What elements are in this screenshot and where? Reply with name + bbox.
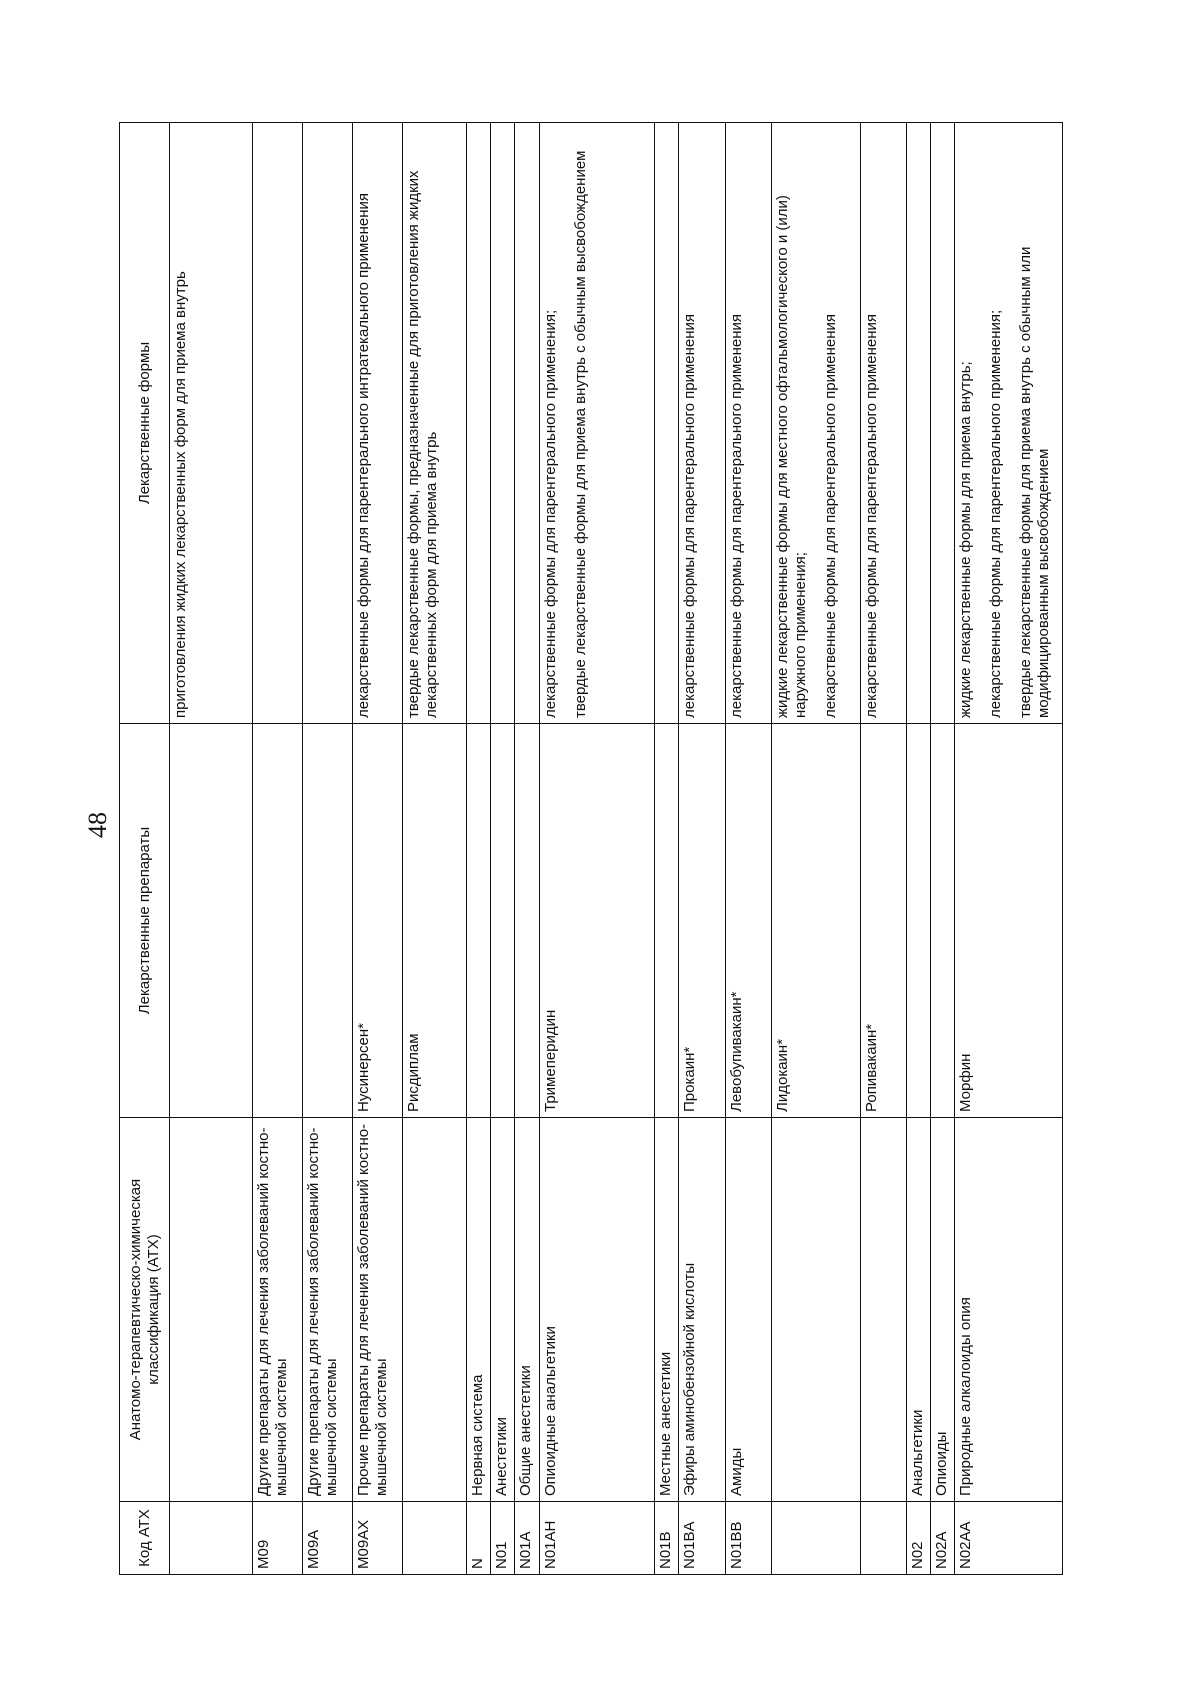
atc-cell: Нервная система <box>466 1118 490 1502</box>
atc-cell: Эфиры аминобензойной кислоты <box>678 1118 726 1502</box>
atc-cell <box>402 1118 466 1502</box>
atc-cell: Местные анестетики <box>654 1118 678 1502</box>
atc-cell: Анестетики <box>490 1118 514 1502</box>
form-text: твердые лекарственные формы для приема внутрь с обычным или модифицированным высвобождением <box>1016 246 1052 718</box>
drug-cell: Рисдиплам <box>402 724 466 1118</box>
forms-cell <box>931 123 955 724</box>
forms-cell <box>352 123 402 724</box>
code-cell: N <box>466 1502 490 1575</box>
drug-cell: Прокаин* <box>678 724 726 1118</box>
forms-cell <box>954 123 1062 724</box>
drug-cell <box>170 724 253 1118</box>
code-cell: N01AH <box>539 1502 654 1575</box>
forms-cell <box>907 123 931 724</box>
header-code: Код АТХ <box>120 1502 170 1575</box>
forms-cell <box>170 123 253 724</box>
atc-cell: Прочие препараты для лечения заболеваний костно-мышечной системы <box>352 1118 402 1502</box>
table-row <box>402 123 466 1575</box>
code-cell: N01BB <box>726 1502 772 1575</box>
atc-cell: Природные алкалоиды опия <box>954 1118 1062 1502</box>
forms-cell <box>726 123 772 724</box>
table-row <box>861 123 907 1575</box>
drug-cell <box>302 724 352 1118</box>
atc-cell: Другие препараты для лечения заболеваний костно-мышечной системы <box>253 1118 303 1502</box>
form-text: лекарственные формы для парентерального применения <box>822 313 840 718</box>
forms-cell <box>654 123 678 724</box>
drug-cell <box>253 724 303 1118</box>
table-row <box>654 123 678 1575</box>
forms-cell <box>772 123 861 724</box>
rotated-page <box>119 123 1063 1575</box>
code-cell: N01A <box>514 1502 539 1575</box>
table-row <box>539 123 654 1575</box>
forms-cell <box>402 123 466 724</box>
table-row <box>253 123 303 1575</box>
table-row <box>954 123 1062 1575</box>
table-row <box>931 123 955 1575</box>
code-cell <box>772 1502 861 1575</box>
atc-cell: Амиды <box>726 1118 772 1502</box>
atc-cell <box>170 1118 253 1502</box>
forms-cell <box>302 123 352 724</box>
page-number: 48 <box>83 812 112 838</box>
form-text: твердые лекарственные формы, предназначенные для приготовления жидких лекарственных форм для приема внутрь <box>404 170 440 718</box>
atc-cell <box>861 1118 907 1502</box>
code-cell: N02A <box>931 1502 955 1575</box>
drug-table <box>119 122 1063 1575</box>
form-text: жидкие лекарственные формы для приема внутрь; <box>956 361 974 718</box>
forms-cell <box>490 123 514 724</box>
drug-cell: Нусинерсен* <box>352 724 402 1118</box>
atc-cell <box>772 1118 861 1502</box>
atc-cell: Другие препараты для лечения заболеваний костно-мышечной системы <box>302 1118 352 1502</box>
form-text: лекарственные формы для парентерального применения <box>863 313 881 718</box>
atc-cell: Опиоидные анальгетики <box>539 1118 654 1502</box>
drug-cell <box>907 724 931 1118</box>
form-text: лекарственные формы для парентерального применения <box>680 313 698 718</box>
table-row <box>772 123 861 1575</box>
drug-cell: Ропивакаин* <box>861 724 907 1118</box>
code-cell: N01 <box>490 1502 514 1575</box>
header-row <box>120 123 170 1575</box>
form-text: лекарственные формы для парентерального интратекального применения <box>354 192 372 718</box>
header-forms: Лекарственные формы <box>120 123 170 724</box>
drug-cell: Тримеперидин <box>539 724 654 1118</box>
table-row <box>466 123 490 1575</box>
drug-cell <box>654 724 678 1118</box>
header-drug: Лекарственные препараты <box>120 724 170 1118</box>
form-text: лекарственные формы для парентерального применения; <box>986 309 1004 718</box>
drug-cell <box>514 724 539 1118</box>
code-cell: N02 <box>907 1502 931 1575</box>
forms-cell <box>678 123 726 724</box>
form-text: твердые лекарственные формы для приема внутрь с обычным высвобождением <box>571 150 589 718</box>
form-text: жидкие лекарственные формы для местного офтальмологического и (или) наружного применения; <box>774 195 810 718</box>
form-text: приготовления жидких лекарственных форм для приема внутрь <box>172 271 189 718</box>
header-atc: Анатомо-терапевтическо-химическая классификация (АТХ) <box>120 1118 170 1502</box>
form-text: лекарственные формы для парентерального применения; <box>541 309 559 718</box>
table-row <box>726 123 772 1575</box>
table-row <box>302 123 352 1575</box>
forms-cell <box>253 123 303 724</box>
table-body <box>170 123 1063 1575</box>
code-cell: N01BA <box>678 1502 726 1575</box>
forms-cell <box>861 123 907 724</box>
code-cell <box>861 1502 907 1575</box>
drug-cell: Левобупивакаин* <box>726 724 772 1118</box>
table-row <box>678 123 726 1575</box>
atc-cell: Общие анестетики <box>514 1118 539 1502</box>
table-row <box>352 123 402 1575</box>
code-cell: N01B <box>654 1502 678 1575</box>
code-cell <box>170 1502 253 1575</box>
form-text: лекарственные формы для парентерального применения <box>728 313 746 718</box>
drug-cell: Лидокаин* <box>772 724 861 1118</box>
code-cell <box>402 1502 466 1575</box>
drug-cell <box>466 724 490 1118</box>
code-cell: M09AX <box>352 1502 402 1575</box>
table-row <box>170 123 253 1575</box>
table-row <box>490 123 514 1575</box>
drug-cell <box>490 724 514 1118</box>
code-cell: M09A <box>302 1502 352 1575</box>
drug-cell <box>931 724 955 1118</box>
drug-cell: Морфин <box>954 724 1062 1118</box>
forms-cell <box>466 123 490 724</box>
code-cell: N02AA <box>954 1502 1062 1575</box>
atc-cell: Анальгетики <box>907 1118 931 1502</box>
forms-cell <box>514 123 539 724</box>
code-cell: M09 <box>253 1502 303 1575</box>
forms-cell <box>539 123 654 724</box>
table-row <box>907 123 931 1575</box>
atc-cell: Опиоиды <box>931 1118 955 1502</box>
table-row <box>514 123 539 1575</box>
